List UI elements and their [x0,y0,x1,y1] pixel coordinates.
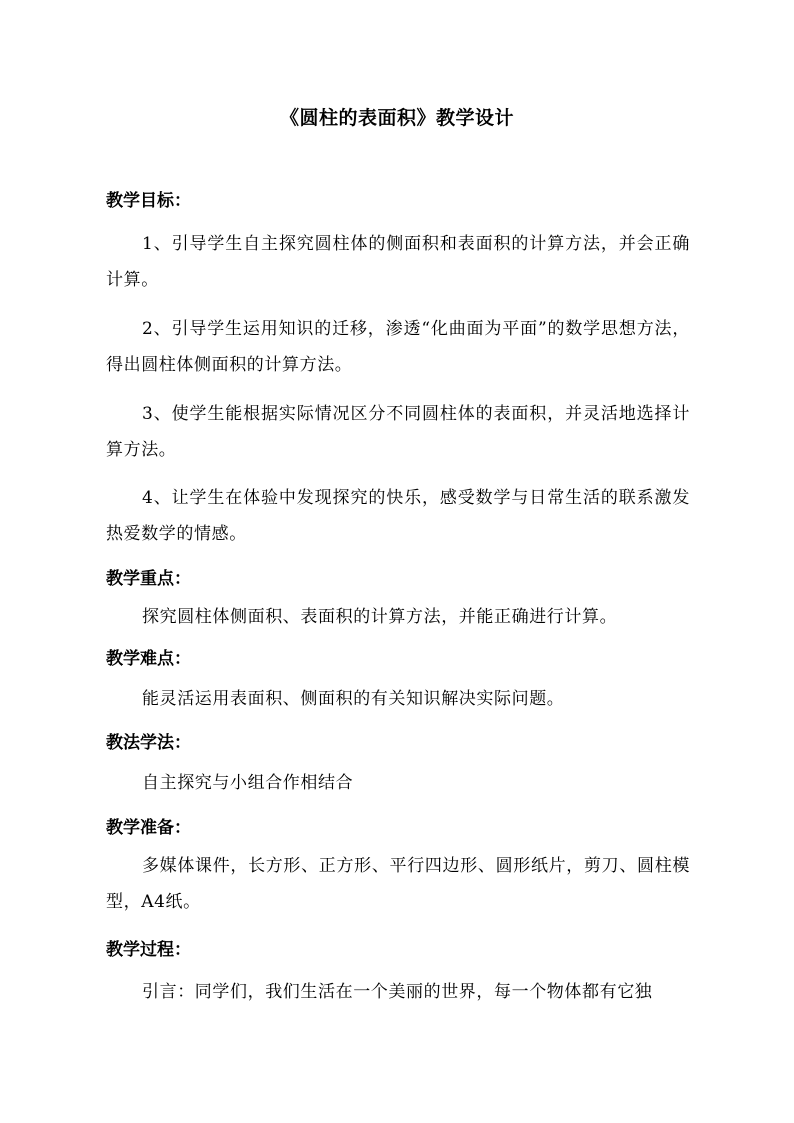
process-text: 引言：同学们，我们生活在一个美丽的世界，每一个物体都有它独 [142,982,653,1002]
document-title: 《圆柱的表面积》教学设计 [279,107,514,129]
process-heading: 教学过程： [106,940,191,960]
objective-item-2: 2、引导学生运用知识的迁移，渗透“化曲面为平面”的数学思想方法，得出圆柱体侧面积的计算方法。 [106,319,690,375]
key-points-text: 探究圆柱体侧面积、表面积的计算方法，并能正确进行计算。 [142,607,618,627]
key-points-heading: 教学重点： [106,569,191,589]
methods-text: 自主探究与小组合作相结合 [142,773,354,793]
objective-item-1: 1、引导学生自主探究圆柱体的侧面积和表面积的计算方法，并会正确计算。 [106,234,690,290]
preparation-heading: 教学准备： [106,818,191,838]
objectives-heading: 教学目标： [106,191,191,211]
difficulties-heading: 教学难点： [106,649,191,669]
difficulties-text: 能灵活运用表面积、侧面积的有关知识解决实际问题。 [142,689,565,709]
objective-item-4: 4、让学生在体验中发现探究的快乐，感受数学与日常生活的联系激发热爱数学的情感。 [106,488,690,544]
preparation-text: 多媒体课件，长方形、正方形、平行四边形、圆形纸片，剪刀、圆柱模型，A4纸。 [106,856,690,912]
objective-item-3: 3、使学生能根据实际情况区分不同圆柱体的表面积，并灵活地选择计算方法。 [106,404,690,460]
methods-heading: 教法学法： [106,733,191,753]
